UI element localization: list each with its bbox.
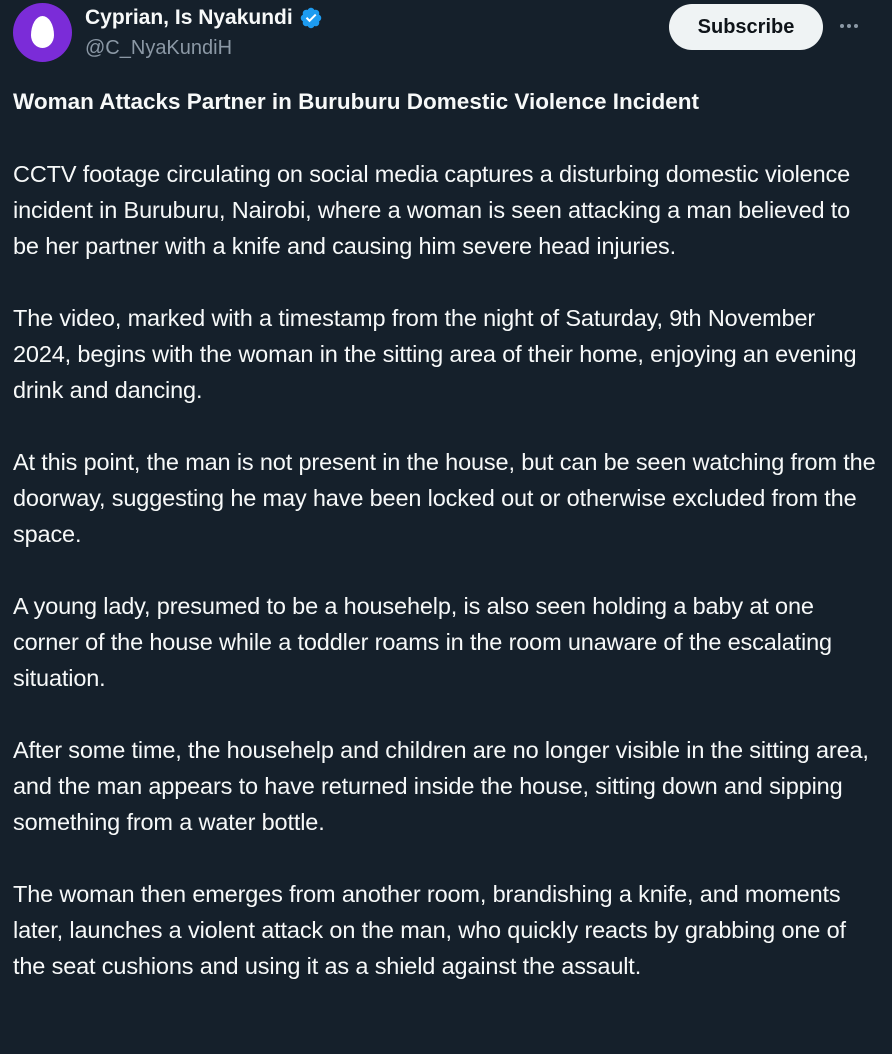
author-name-row (85, 5, 323, 31)
more-horizontal-icon (837, 14, 861, 38)
subscribe-button[interactable]: Subscribe (669, 4, 823, 50)
author-display-name[interactable]: Cyprian, Is Nyakundi (85, 6, 293, 29)
tweet-paragraph: After some time, the househelp and children are no longer visible in the sitting area, and the man appears to have returned inside the house, sitting down and sipping something from a water bottle. (13, 737, 869, 835)
tweet-paragraph: The woman then emerges from another room, brandishing a knife, and moments later, launches a violent attack on the man, who quickly reacts by grabbing one of the seat cushions and using it as a shield against the assault. (13, 881, 846, 979)
tweet-paragraph: A young lady, presumed to be a househelp, is also seen holding a baby at one corner of the house while a toddler roams in the room unaware of the escalating situation. (13, 593, 832, 691)
verified-badge-icon (299, 6, 323, 30)
tweet-paragraph: At this point, the man is not present in the house, but can be seen watching from the doorway, suggesting he may have been locked out or otherwise excluded from the space. (13, 449, 876, 547)
tweet-text (13, 84, 879, 1020)
more-options-button[interactable] (832, 10, 866, 42)
author-handle[interactable]: @C_NyaKundiH (85, 37, 233, 59)
avatar[interactable] (13, 3, 72, 62)
tweet-paragraph: The video, marked with a timestamp from the night of Saturday, 9th November 2024, begins with the woman in the sitting area of their home, enjoying an evening drink and dancing. (13, 305, 857, 403)
tweet-header (0, 0, 892, 70)
avatar-egg-icon (31, 16, 54, 48)
tweet-title: Woman Attacks Partner in Buruburu Domestic Violence Incident (13, 89, 699, 114)
tweet-paragraph: CCTV footage circulating on social media captures a disturbing domestic violence incident in Buruburu, Nairobi, where a woman is seen attacking a man believed to be her partner with a knife and causing him severe head injuries. (13, 161, 851, 259)
